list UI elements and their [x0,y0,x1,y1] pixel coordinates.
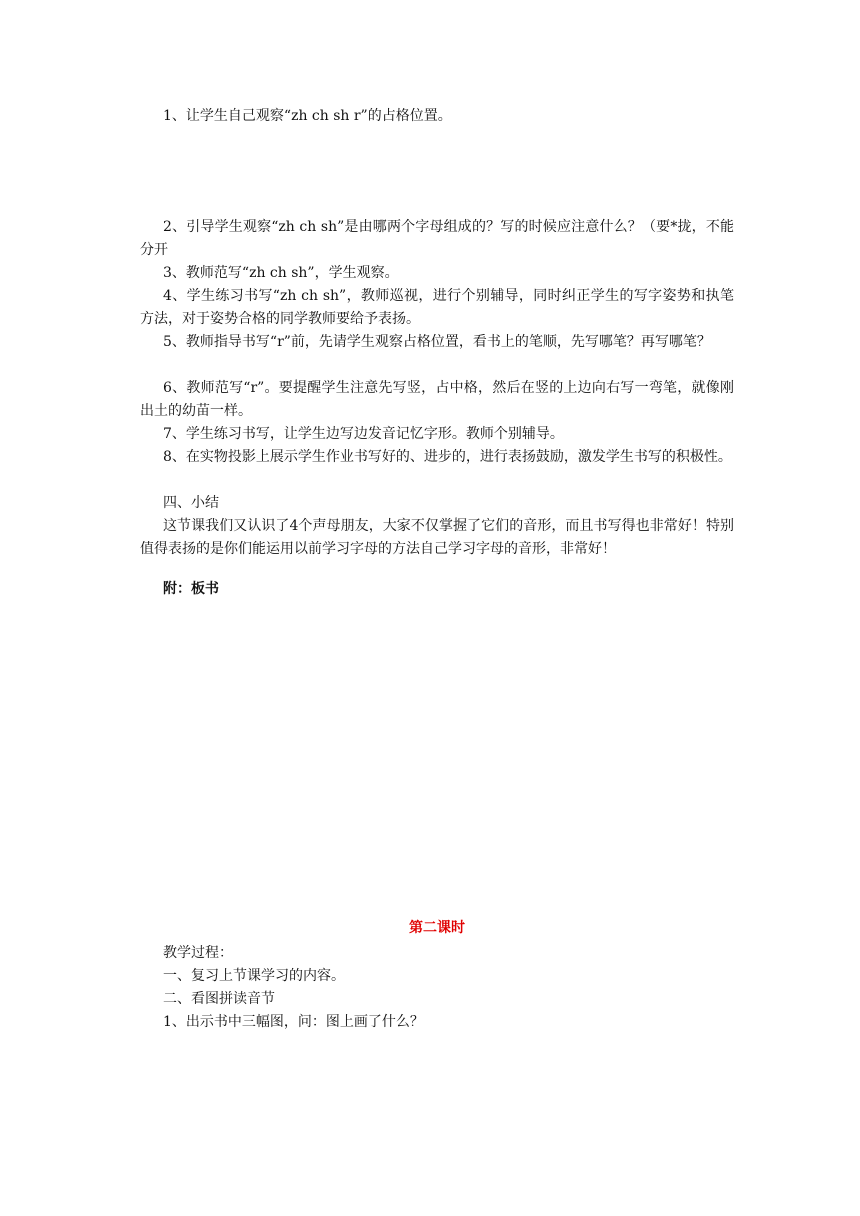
teaching-process-label: 教学过程： [163,945,233,961]
section-picture-reading: 二、看图拼读音节 [163,991,275,1007]
paragraph-step-8: 8、在实物投影上展示学生作业书写好的、进步的，进行表扬鼓励，激发学生书写的积极性。 [163,449,732,465]
appendix-heading: 附：板书 [163,581,219,597]
paragraph-step-1: 1、让学生自己观察“zh ch sh r”的占格位置。 [163,108,452,124]
paragraph-step-7: 7、学生练习书写，让学生边写边发音记忆字形。教师个别辅导。 [163,426,564,442]
lesson-title: 第二课时 [409,920,465,936]
paragraph-show-pictures: 1、出示书中三幅图，问：图上画了什么？ [163,1014,424,1030]
paragraph-summary: 这节课我们又认识了4个声母朋友，大家不仅掌握了它们的音形，而且书写得也非常好！特别值得表扬的是你们能运用以前学习字母的方法自己学习字母的音形，非常好！ [140,518,734,557]
section-review: 一、复习上节课学习的内容。 [163,968,345,984]
paragraph-step-6: 6、教师范写“r”。要提醒学生注意先写竖，占中格，然后在竖的上边向右写一弯笔，就像刚出土的幼苗一样。 [140,380,734,419]
paragraph-step-2: 2、引导学生观察“zh ch sh”是由哪两个字母组成的？写的时候应注意什么？（要*拢，不能分开 [140,219,734,258]
heading-summary: 四、小结 [163,495,219,511]
paragraph-step-4: 4、学生练习书写“zh ch sh”，教师巡视，进行个别辅导，同时纠正学生的写字姿势和执笔方法，对于姿势合格的同学教师要给予表扬。 [140,288,734,327]
paragraph-step-5: 5、教师指导书写“r”前，先请学生观察占格位置，看书上的笔顺，先写哪笔？再写哪笔？ [163,334,711,350]
paragraph-step-3: 3、教师范写“zh ch sh”，学生观察。 [163,265,399,281]
